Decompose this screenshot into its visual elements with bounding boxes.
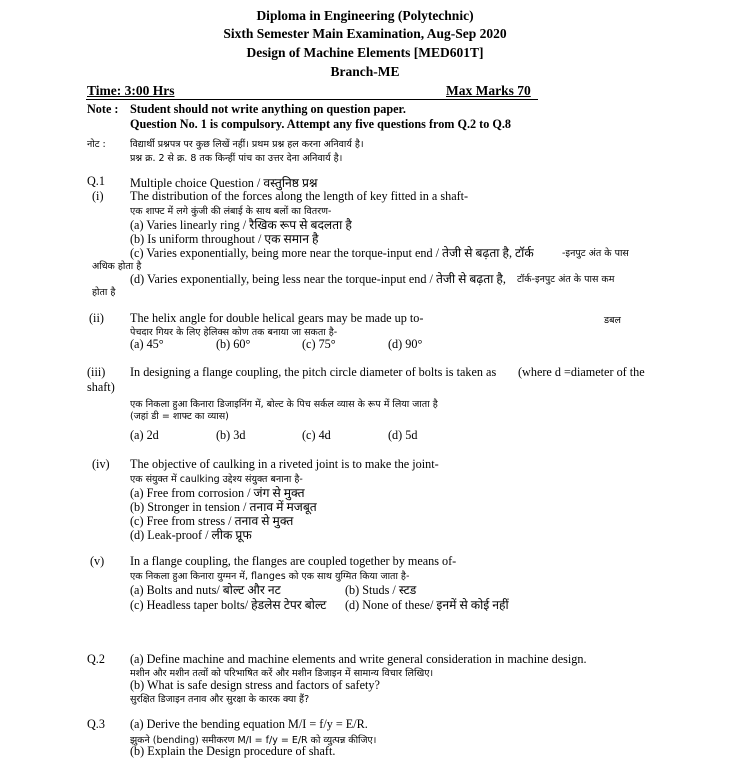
q1-ii-stem: The helix angle for double helical gears may be made up to- [130, 311, 424, 325]
q1-iv-option-d: (d) Leak-proof / लीक प्रूफ [130, 528, 252, 542]
question-number: Q.2 [87, 652, 105, 666]
branch-title: Branch-ME [330, 64, 400, 79]
q1-iii-stem-right: (where d =diameter of the [518, 365, 645, 379]
q2-part-a: (a) Define machine and machine elements and write general consideration in machine design. [130, 652, 587, 666]
q1-v-option-c: (c) Headless taper bolts/ हेडलेस टेपर बोल्ट [130, 598, 327, 612]
q2-part-a-hindi: मशीन और मशीन तत्वों को परिभाषित करें और मशीन डिजाइन में सामान्य विचार लिखिए। [130, 668, 434, 679]
subquestion-number: (v) [90, 554, 105, 568]
q1-i-stem: The distribution of the forces along the length of key fitted in a shaft- [130, 189, 469, 203]
q1-ii-option-d: (d) 90° [388, 337, 423, 351]
q1-ii-option-a: (a) 45° [130, 337, 164, 351]
q1-v-option-a: (a) Bolts and nuts/ बोल्ट और नट [130, 583, 281, 597]
subquestion-number: (i) [92, 189, 104, 203]
q1-v-option-d: (d) None of these/ इनमें से कोई नहीं [345, 598, 509, 612]
q1-iii-stem-wrap: shaft) [87, 380, 115, 394]
q1-iv-option-c: (c) Free from stress / तनाव से मुक्त [130, 514, 294, 528]
q1-i-option-d-tail: टॉर्क-इनपुट अंत के पास कम [517, 274, 615, 285]
q1-i-option-a: (a) Varies linearly ring / रैखिक रूप से बदलता है [130, 218, 352, 232]
q1-iv-option-b: (b) Stronger in tension / तनाव में मजबूत [130, 500, 317, 514]
q1-i-option-c-tail: -इनपुट अंत के पास [562, 248, 629, 259]
q1-i-option-d: (d) Varies exponentially, being less near the torque-input end / तेजी से बढ़ता है, [130, 272, 506, 286]
q3-part-b: (b) Explain the Design procedure of shaft. [130, 744, 336, 758]
note-line-1: Student should not write anything on question paper. [130, 102, 406, 116]
q1-ii-option-c: (c) 75° [302, 337, 336, 351]
note-line-2: Question No. 1 is compulsory. Attempt any five questions from Q.2 to Q.8 [130, 117, 511, 131]
q2-part-b: (b) What is safe design stress and factors of safety? [130, 678, 380, 692]
subject-title: Design of Machine Elements [MED601T] [246, 45, 484, 60]
note-hindi-line-1: विद्यार्थी प्रश्नपत्र पर कुछ लिखें नहीं। प्रथम प्रश्न हल करना अनिवार्य है। [130, 139, 364, 150]
note-label: Note : [87, 102, 119, 116]
q1-iii-option-d: (d) 5d [388, 428, 418, 442]
q1-iii-stem-hindi-1: एक निकला हुआ किनारा डिजाइनिंग में, बोल्ट के पिच सर्कल व्यास के रूप में लिया जाता है [130, 399, 438, 410]
q1-iv-stem: The objective of caulking in a riveted joint is to make the joint- [130, 457, 439, 471]
q1-ii-option-b: (b) 60° [216, 337, 251, 351]
q1-iii-option-c: (c) 4d [302, 428, 331, 442]
q1-iii-stem: In designing a flange coupling, the pitch circle diameter of bolts is taken as [130, 365, 497, 379]
q1-iii-option-b: (b) 3d [216, 428, 246, 442]
q1-iv-option-a: (a) Free from corrosion / जंग से मुक्त [130, 486, 305, 500]
q1-iii-option-a: (a) 2d [130, 428, 159, 442]
note-hindi-line-2: प्रश्न क्र. 2 से क्र. 8 तक किन्हीं पांच का उत्तर देना अनिवार्य है। [130, 153, 343, 164]
note-hindi-label: नोट : [87, 139, 106, 150]
q1-i-option-c-wrap: अधिक होता है [92, 261, 142, 272]
q1-v-stem-hindi: एक निकला हुआ किनारा युग्मन में, flanges को एक साथ युग्मित किया जाता है- [130, 571, 410, 582]
q1-iv-stem-hindi: एक संयुक्त में caulking उद्देश्य संयुक्त बनाना है- [130, 474, 303, 485]
exam-title: Sixth Semester Main Examination, Aug-Sep 2020 [223, 26, 507, 41]
subquestion-number: (ii) [89, 311, 104, 325]
time-label: Time: 3:00 Hrs [87, 83, 175, 98]
question-number: Q.1 [87, 174, 105, 188]
q2-part-b-hindi: सुरक्षित डिजाइन तनाव और सुरक्षा के कारक क्या हैं? [130, 694, 310, 705]
institution-title: Diploma in Engineering (Polytechnic) [256, 8, 474, 23]
q3-part-a: (a) Derive the bending equation M/I = f/y = E/R. [130, 717, 368, 731]
q3-part-a-hindi: झुकने (bending) समीकरण M/I = f/y = E/R को व्युत्पन्न कीजिए। [130, 735, 377, 746]
q1-i-option-d-wrap: होता है [92, 287, 116, 298]
q1-ii-stem-right: डबल [604, 315, 621, 326]
q1-iii-stem-hindi-2: (जहां डी = शाफ्ट का व्यास) [130, 411, 229, 422]
max-marks-label: Max Marks 70 [446, 83, 531, 98]
q1-i-stem-hindi: एक शाफ्ट में लगे कुंजी की लंबाई के साथ बलों का वितरण- [130, 206, 332, 217]
subquestion-number: (iii) [87, 365, 106, 379]
question-number: Q.3 [87, 717, 105, 731]
q1-v-stem: In a flange coupling, the flanges are coupled together by means of- [130, 554, 457, 568]
header-divider [86, 99, 538, 100]
q1-title: Multiple choice Question / वस्तुनिष्ठ प्रश्न [130, 176, 318, 190]
subquestion-number: (iv) [92, 457, 110, 471]
q1-v-option-b: (b) Studs / स्टड [345, 583, 417, 597]
q1-i-option-c: (c) Varies exponentially, being more near the torque-input end / तेजी से बढ़ता है, टॉर्क [130, 246, 534, 260]
q1-i-option-b: (b) Is uniform throughout / एक समान है [130, 232, 319, 246]
q1-ii-stem-hindi: पेचदार गियर के लिए हेलिक्स कोण तक बनाया जा सकता है- [130, 327, 338, 338]
